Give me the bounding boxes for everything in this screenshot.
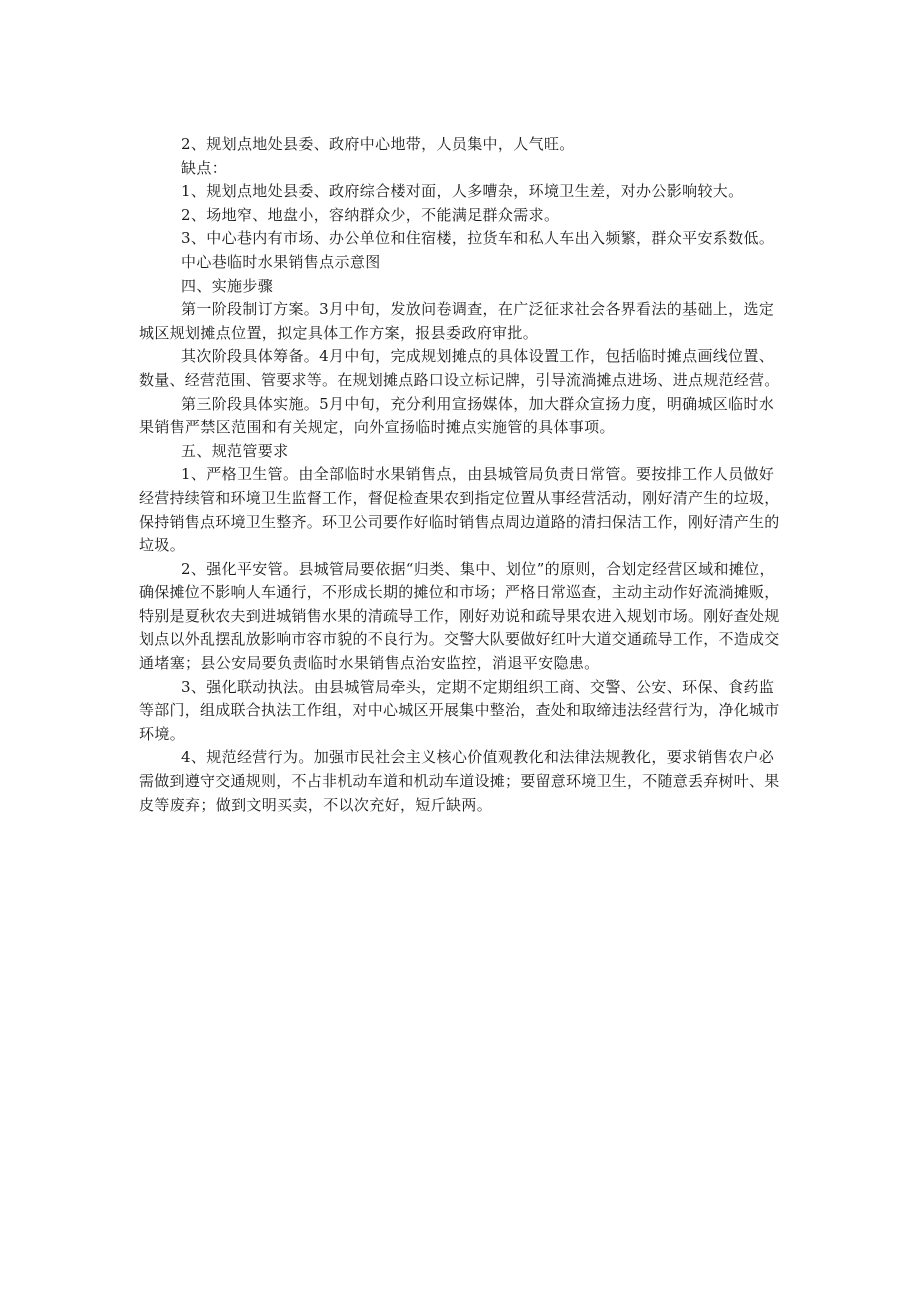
text-line: 数量、经营范围、管要求等。在规划摊点路口设立标记牌，引导流淌摊点进场、进点规范经营。 [139, 370, 780, 389]
text-line: 需做到遵守交通规则，不占非机动车道和机动车道设摊；要留意环境卫生，不随意丢弃树叶、果 [139, 772, 780, 791]
section-heading: 五、规范管要求 [181, 441, 289, 460]
text-line: 第一阶段制订方案。3月中旬，发放问卷调查，在广泛征求社会各界看法的基础上，选定 [181, 300, 775, 319]
text-line: 4、规范经营行为。加强市民社会主义核心价值观教化和法律法规教化，要求销售农户必 [181, 748, 775, 767]
document-body [139, 133, 783, 817]
text-line: 保持销售点环境卫生整齐。环卫公司要作好临时销售点周边道路的清扫保洁工作，刚好清产生的 [139, 512, 780, 531]
text-line: 通堵塞；县公安局要负责临时水果销售点治安监控，消退平安隐患。 [139, 654, 600, 673]
text-line: 特别是夏秋农夫到进城销售水果的清疏导工作，刚好劝说和疏导果农进入规划市场。刚好查处规 [139, 606, 780, 625]
text-line: 垃圾。 [139, 536, 186, 555]
text-line: 果销售严禁区范围和有关规定，向外宣扬临时摊点实施管的具体事项。 [139, 418, 615, 437]
text-line: 划点以外乱摆乱放影响市容市貌的不良行为。交警大队要做好红叶大道交通疏导工作，不造成交 [139, 630, 780, 649]
section-heading: 四、实施步骤 [181, 276, 274, 295]
text-line: 确保摊位不影响人车通行，不形成长期的摊位和市场；严格日常巡查，主动主动作好流淌摊贩， [139, 583, 780, 602]
text-line: 3、强化联动执法。由县城管局牵头，定期不定期组织工商、交警、公安、环保、食药监 [181, 677, 775, 696]
figure-caption: 中心巷临时水果销售点示意图 [181, 252, 381, 271]
text-line: 1、规划点地处县委、政府综合楼对面，人多嘈杂，环境卫生差，对办公影响较大。 [181, 182, 744, 201]
text-line: 3、中心巷内有市场、办公单位和住宿楼，拉货车和私人车出入频繁，群众平安系数低。 [181, 229, 775, 248]
text-line: 2、强化平安管。县城管局要依据“归类、集中、划位”的原则，合划定经营区域和摊位， [181, 559, 775, 578]
text-line: 皮等废弃；做到文明买卖，不以次充好，短斤缺两。 [139, 795, 493, 814]
text-line: 2、场地窄、地盘小，容纳群众少，不能满足群众需求。 [181, 205, 560, 224]
text-line: 等部门，组成联合执法工作组，对中心城区开展集中整治，查处和取缔违法经营行为，净化城市 [139, 701, 780, 720]
text-line: 2、规划点地处县委、政府中心地带，人员集中，人气旺。 [181, 135, 575, 153]
section-label: 缺点： [181, 158, 228, 177]
text-line: 第三阶段具体实施。5月中旬，充分利用宣扬媒体，加大群众宣扬力度，明确城区临时水 [181, 394, 775, 413]
text-line: 其次阶段具体筹备。4月中旬，完成规划摊点的具体设置工作，包括临时摊点画线位置、 [181, 347, 775, 366]
text-line: 1、严格卫生管。由全部临时水果销售点，由县城管局负责日常管。要按排工作人员做好 [181, 465, 775, 484]
text-line: 环境。 [139, 724, 186, 743]
text-line: 城区规划摊点位置，拟定具体工作方案，报县委政府审批。 [139, 323, 539, 342]
text-line: 经营持续管和环境卫生监督工作，督促检查果农到指定位置从事经营活动，刚好清产生的垃圾， [139, 488, 780, 507]
